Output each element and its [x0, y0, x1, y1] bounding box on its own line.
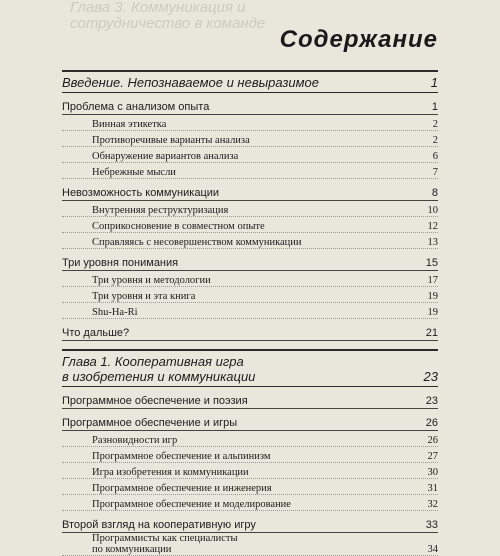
entry-title: Соприкосновение в совместном опыте	[92, 221, 265, 232]
toc-entry	[62, 163, 438, 179]
bleed-through-text: Глава 3. Коммуникация и сотрудничество в команде	[70, 0, 266, 32]
entry-title-line2: по коммуникации	[92, 544, 172, 555]
entry-title: Противоречивые варианты анализа	[92, 135, 250, 146]
entry-title-continued	[92, 544, 438, 555]
entry-title: Справляясь с несовершенством коммуникации	[92, 237, 302, 248]
chapter-title-line1: Глава 1. Кооперативная игра	[62, 354, 244, 369]
entry-page: 13	[427, 237, 438, 248]
toc-entry	[62, 115, 438, 131]
entry-title: Программное обеспечение и инженерия	[92, 483, 272, 494]
entry-page: 27	[427, 451, 438, 462]
entry-title: Программисты как специалисты	[92, 533, 238, 544]
toc-entry	[62, 271, 438, 287]
entry-page: 7	[432, 167, 438, 178]
toc-section	[62, 415, 438, 431]
entry-page: 19	[427, 307, 438, 318]
section-page: 1	[431, 101, 438, 113]
entry-page: 19	[427, 291, 438, 302]
entry-title: Винная этикетка	[92, 119, 167, 130]
entry-title: Программное обеспечение и моделирование	[92, 499, 291, 510]
toc-entry	[62, 201, 438, 217]
toc-entry	[62, 463, 438, 479]
section-title: Второй взгляд на кооперативную игру	[62, 519, 256, 531]
entry-page: 12	[427, 221, 438, 232]
section-title: Программное обеспечение и поэзия	[62, 395, 248, 407]
chapter-intro	[62, 70, 438, 93]
toc-section	[62, 185, 438, 201]
entry-page: 34	[427, 544, 438, 555]
toc-entry	[62, 147, 438, 163]
chapter-page: 23	[423, 369, 438, 384]
entry-page: 2	[432, 135, 438, 146]
chapter-page: 1	[430, 75, 438, 90]
section-page: 26	[425, 417, 438, 429]
entry-title: Три уровня и методологии	[92, 275, 211, 286]
toc-entry	[62, 447, 438, 463]
entry-page: 31	[427, 483, 438, 494]
page-title: Содержание	[279, 26, 438, 53]
toc-entry	[62, 287, 438, 303]
toc-entry	[62, 303, 438, 319]
section-title: Проблема с анализом опыта	[62, 101, 210, 113]
toc-entry	[62, 233, 438, 249]
chapter-title: Введение. Непознаваемое и невыразимое	[62, 75, 319, 90]
section-title: Программное обеспечение и игры	[62, 417, 238, 429]
chapter-1	[62, 349, 438, 387]
toc-entry	[62, 431, 438, 447]
section-page: 15	[425, 257, 438, 269]
section-title: Что дальше?	[62, 327, 130, 339]
entry-title: Игра изобретения и коммуникации	[92, 467, 249, 478]
entry-page: 32	[427, 499, 438, 510]
entry-title: Небрежные мысли	[92, 167, 176, 178]
toc-section	[62, 393, 438, 409]
toc-entry	[62, 479, 438, 495]
toc-section	[62, 517, 438, 533]
entry-title: Разновидности игр	[92, 435, 178, 446]
toc-entry	[62, 217, 438, 233]
toc-section	[62, 255, 438, 271]
entry-page: 30	[427, 467, 438, 478]
entry-title: Внутренняя реструктуризация	[92, 205, 229, 216]
chapter-title	[62, 354, 255, 384]
section-title: Невозможность коммуникации	[62, 187, 220, 199]
toc-entry	[62, 533, 438, 556]
toc-entry	[62, 131, 438, 147]
entry-title: Обнаружение вариантов анализа	[92, 151, 239, 162]
entry-page: 6	[432, 151, 438, 162]
section-page: 33	[425, 519, 438, 531]
table-of-contents	[62, 70, 438, 556]
entry-page: 2	[432, 119, 438, 130]
entry-page: 17	[427, 275, 438, 286]
section-page: 21	[425, 327, 438, 339]
section-title: Три уровня понимания	[62, 257, 179, 269]
entry-title: Shu-Ha-Ri	[92, 307, 138, 318]
entry-page: 26	[427, 435, 438, 446]
entry-title: Программное обеспечение и альпинизм	[92, 451, 271, 462]
chapter-title-line2: в изобретения и коммуникации	[62, 369, 256, 384]
section-page: 8	[431, 187, 438, 199]
entry-title: Три уровня и эта книга	[92, 291, 196, 302]
toc-section	[62, 325, 438, 341]
section-page: 23	[425, 395, 438, 407]
entry-page: 10	[427, 205, 438, 216]
toc-entry	[62, 495, 438, 511]
toc-section	[62, 99, 438, 115]
